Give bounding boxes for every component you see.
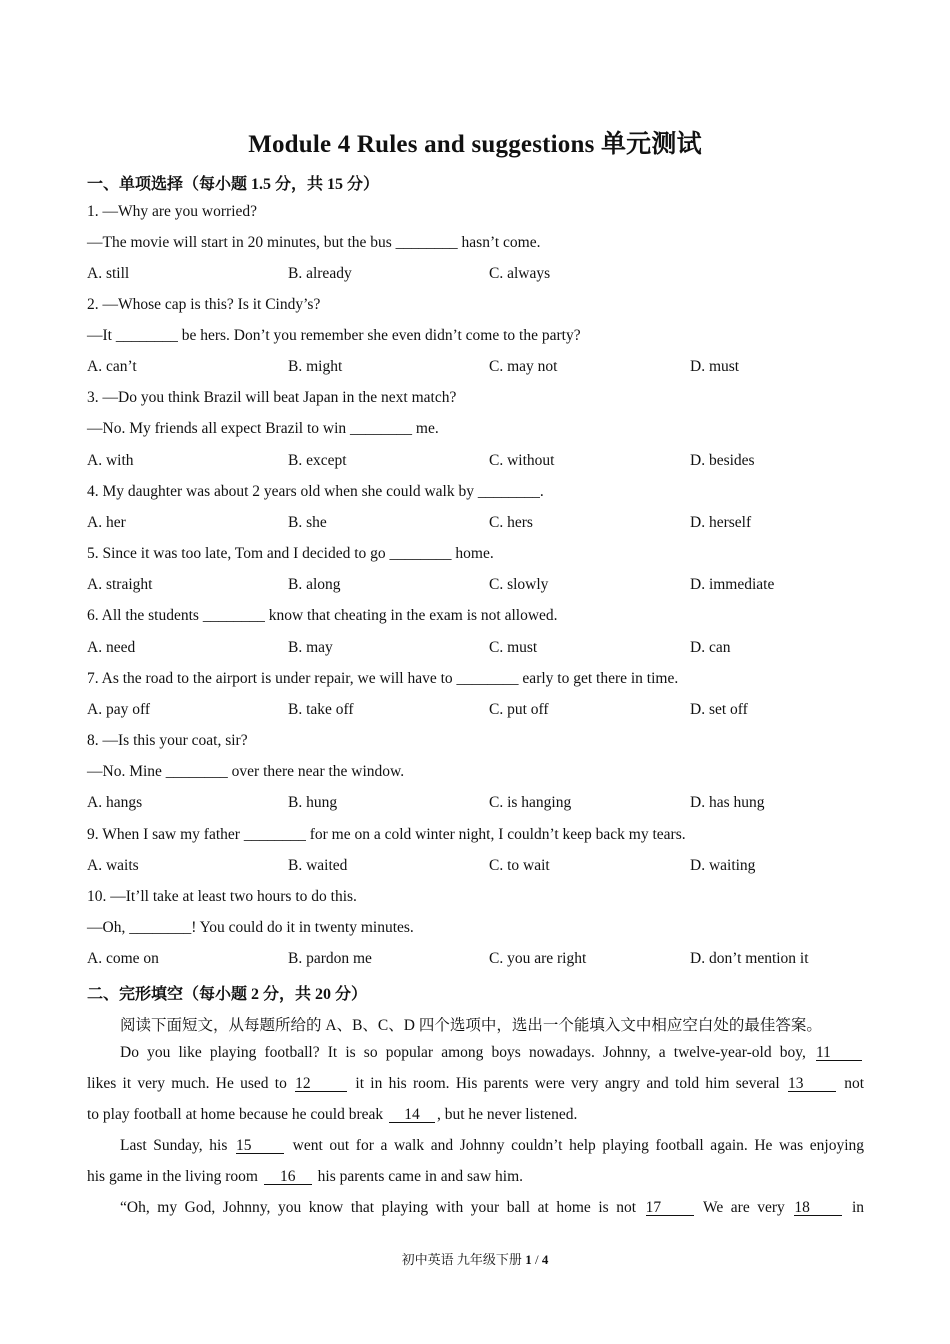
page-separator: / bbox=[534, 1252, 539, 1267]
option-d: D. set off bbox=[690, 701, 748, 718]
option-d: D. waiting bbox=[690, 857, 756, 874]
question-10-options bbox=[87, 950, 887, 970]
question-9-options bbox=[87, 857, 887, 877]
question-6-options bbox=[87, 639, 887, 659]
question-1-line-1: 1. —Why are you worried? bbox=[87, 203, 258, 220]
option-b: B. along bbox=[288, 576, 341, 593]
question-7-line-1: 7. As the road to the airport is under repair, we will have to ________ early to get there in time. bbox=[87, 670, 679, 687]
option-d: D. can bbox=[690, 639, 731, 656]
blank-12: 12 bbox=[295, 1076, 347, 1092]
cloze-line bbox=[120, 1199, 864, 1217]
cloze-text: not bbox=[844, 1075, 865, 1092]
option-d: D. don’t mention it bbox=[690, 950, 809, 967]
page-title: Module 4 Rules and suggestions 单元测试 bbox=[248, 131, 702, 158]
question-2-options bbox=[87, 358, 887, 378]
option-b: B. except bbox=[288, 452, 347, 469]
option-a: A. her bbox=[87, 514, 126, 531]
cloze-line bbox=[87, 1106, 864, 1124]
cloze-text: went out for a walk and Johnny couldn’t help playing football again. He was enjoying bbox=[292, 1137, 865, 1154]
cloze-line bbox=[87, 1075, 864, 1093]
option-a: A. pay off bbox=[87, 701, 150, 718]
blank-14: 14 bbox=[389, 1107, 435, 1123]
option-d: D. must bbox=[690, 358, 740, 375]
question-1-options bbox=[87, 265, 887, 285]
option-d: D. besides bbox=[690, 452, 755, 469]
option-c: C. put off bbox=[489, 701, 549, 718]
option-a: A. waits bbox=[87, 857, 139, 874]
footer-text: 初中英语 九年级下册 bbox=[401, 1252, 522, 1267]
question-3-options bbox=[87, 452, 887, 472]
option-c: C. without bbox=[489, 452, 555, 469]
question-8-line-1: 8. —Is this your coat, sir? bbox=[87, 732, 248, 749]
cloze-line bbox=[120, 1044, 864, 1062]
option-b: B. waited bbox=[288, 857, 348, 874]
cloze-line bbox=[87, 1168, 864, 1186]
page-footer bbox=[0, 1249, 950, 1268]
cloze-line bbox=[120, 1137, 864, 1155]
cloze-instruction: 阅读下面短文，从每题所给的 A、B、C、D 四个选项中，选出一个能填入文中相应空白处的最佳答案。 bbox=[120, 1017, 822, 1034]
option-b: B. already bbox=[288, 265, 352, 282]
option-b: B. pardon me bbox=[288, 950, 372, 967]
question-9-line-1: 9. When I saw my father ________ for me on a cold winter night, I couldn’t keep back my tears. bbox=[87, 826, 686, 843]
question-3-line-2: —No. My friends all expect Brazil to win ________ me. bbox=[87, 420, 439, 437]
option-b: B. might bbox=[288, 358, 343, 375]
question-8-options bbox=[87, 794, 887, 814]
question-5-options bbox=[87, 576, 887, 596]
option-a: A. still bbox=[87, 265, 130, 282]
option-c: C. hers bbox=[489, 514, 533, 531]
option-b: B. hung bbox=[288, 794, 338, 811]
cloze-text: Last Sunday, his bbox=[120, 1137, 228, 1154]
option-c: C. is hanging bbox=[489, 794, 572, 811]
question-6-line-1: 6. All the students ________ know that cheating in the exam is not allowed. bbox=[87, 607, 558, 624]
cloze-text: to play football at home because he could break bbox=[87, 1106, 384, 1123]
cloze-text: , but he never listened. bbox=[437, 1106, 578, 1123]
option-d: D. immediate bbox=[690, 576, 775, 593]
blank-16: 16 bbox=[264, 1169, 312, 1185]
cloze-text: Do you like playing football? It is so popular among boys nowadays. Johnny, a twelve-year-old boy, bbox=[120, 1044, 806, 1061]
question-5-line-1: 5. Since it was too late, Tom and I decided to go ________ home. bbox=[87, 545, 494, 562]
cloze-text: it in his room. His parents were very angry and told him several bbox=[355, 1075, 780, 1092]
question-10-line-1: 10. —It’ll take at least two hours to do this. bbox=[87, 888, 357, 905]
question-1-line-2: —The movie will start in 20 minutes, but the bus ________ hasn’t come. bbox=[87, 234, 541, 251]
blank-11: 11 bbox=[816, 1045, 862, 1061]
option-a: A. with bbox=[87, 452, 134, 469]
blank-18: 18 bbox=[794, 1200, 842, 1216]
blank-17: 17 bbox=[646, 1200, 694, 1216]
option-c: C. always bbox=[489, 265, 551, 282]
cloze-text: “Oh, my God, Johnny, you know that playing with your ball at home is not bbox=[120, 1199, 637, 1216]
question-8-line-2: —No. Mine ________ over there near the window. bbox=[87, 763, 405, 780]
option-a: A. can’t bbox=[87, 358, 137, 375]
option-a: A. hangs bbox=[87, 794, 143, 811]
cloze-text: We are very bbox=[702, 1199, 785, 1216]
page-number: 1 bbox=[525, 1252, 532, 1267]
question-2-line-2: —It ________ be hers. Don’t you remember she even didn’t come to the party? bbox=[87, 327, 581, 344]
option-a: A. come on bbox=[87, 950, 159, 967]
option-c: C. must bbox=[489, 639, 538, 656]
question-2-line-1: 2. —Whose cap is this? Is it Cindy’s? bbox=[87, 296, 321, 313]
option-c: C. to wait bbox=[489, 857, 550, 874]
cloze-text: likes it very much. He used to bbox=[87, 1075, 287, 1092]
cloze-text: his game in the living room bbox=[87, 1168, 258, 1185]
option-b: B. may bbox=[288, 639, 333, 656]
blank-13: 13 bbox=[788, 1076, 836, 1092]
question-4-options bbox=[87, 514, 887, 534]
option-a: A. need bbox=[87, 639, 136, 656]
section-heading-single-choice: 一、单项选择（每小题 1.5 分，共 15 分） bbox=[87, 176, 380, 193]
blank-15: 15 bbox=[236, 1138, 284, 1154]
option-c: C. you are right bbox=[489, 950, 587, 967]
question-10-line-2: —Oh, ________! You could do it in twenty minutes. bbox=[87, 919, 414, 936]
option-b: B. she bbox=[288, 514, 327, 531]
question-4-line-1: 4. My daughter was about 2 years old when she could walk by ________. bbox=[87, 483, 544, 500]
page-total: 4 bbox=[541, 1252, 549, 1267]
option-d: D. herself bbox=[690, 514, 752, 531]
option-c: C. may not bbox=[489, 358, 558, 375]
option-c: C. slowly bbox=[489, 576, 549, 593]
option-a: A. straight bbox=[87, 576, 153, 593]
cloze-text: in bbox=[851, 1199, 865, 1216]
option-d: D. has hung bbox=[690, 794, 765, 811]
section-heading-cloze: 二、完形填空（每小题 2 分，共 20 分） bbox=[87, 986, 368, 1003]
option-b: B. take off bbox=[288, 701, 354, 718]
question-3-line-1: 3. —Do you think Brazil will beat Japan in the next match? bbox=[87, 389, 457, 406]
cloze-text: his parents came in and saw him. bbox=[317, 1168, 523, 1185]
question-7-options bbox=[87, 701, 887, 721]
